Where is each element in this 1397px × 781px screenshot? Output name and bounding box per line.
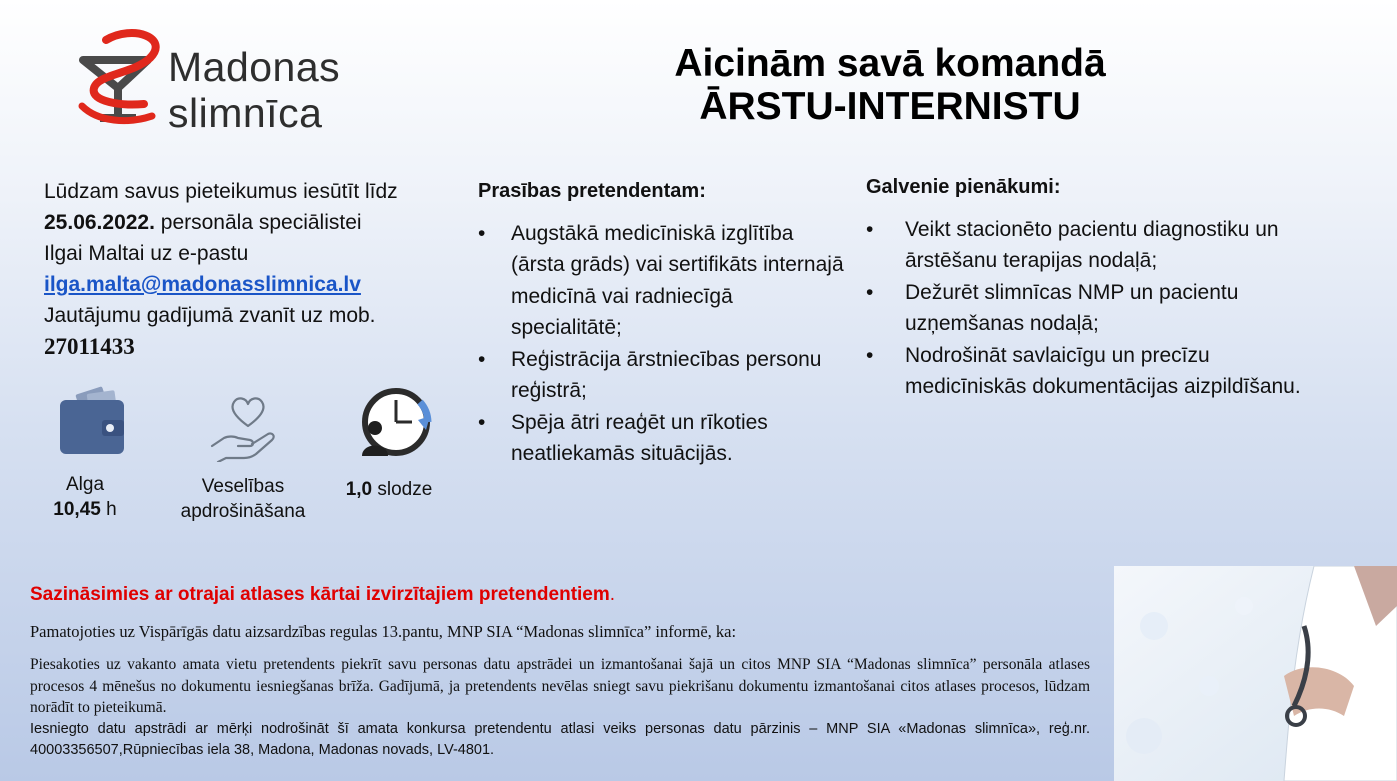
- shortlist-notice: [30, 584, 615, 606]
- gdpr-paragraph-2: Iesniegto datu apstrādi ar mērķi nodrošināt šī amata konkursa pretendentu atlasi veiks personas datu pārzinis – MNP SIA «Madonas slimnīca», reģ.nr. 40003356507,Rūpniecības iela 38, Madona, Madonas novads, LV-4801.: [30, 720, 1090, 758]
- list-item: • Spēja ātri reaģēt un rīkoties neatliekamās situācijās.: [478, 407, 848, 470]
- duties-title: Galvenie pienākumi:: [866, 176, 1061, 198]
- list-item: • Augstākā medicīniskā izglītība (ārsta grāds) vai sertifikāts internajā medicīnā vai radniecīgā specialitātē;: [478, 218, 848, 344]
- logo-mark-icon: [78, 26, 168, 136]
- notice-text: Sazināsimies ar otrajai atlases kārtai izvirzītajiem pretendentiem: [30, 584, 610, 605]
- salary-value-line: [40, 497, 130, 522]
- doctor-photo: [1114, 566, 1397, 781]
- page-title: [560, 42, 1220, 128]
- deadline-date: 25.06.2022.: [44, 211, 155, 234]
- contact-line-4: Jautājumu gadījumā zvanīt uz mob.: [44, 304, 376, 327]
- duties-section: [866, 172, 1306, 403]
- insurance-line-1: Veselības: [201, 476, 285, 497]
- insurance-line-2: apdrošināšana: [180, 501, 306, 522]
- list-item: • Reģistrācija ārstniecības personu reģistrā;: [478, 344, 848, 407]
- salary-value: 10,45: [53, 499, 101, 520]
- workload-value: 1,0: [345, 479, 373, 500]
- salary-unit: h: [100, 499, 117, 520]
- contact-recipient: personāla speciālistei: [154, 211, 362, 234]
- contact-line-1: Lūdzam savus pieteikumus iesūtīt līdz: [44, 180, 398, 203]
- gdpr-intro: Pamatojoties uz Vispārīgās datu aizsardzības regulas 13.pantu, MNP SIA “Madonas slimnīca” informē, ka:: [30, 622, 737, 641]
- clock-person-icon: [358, 386, 436, 460]
- gdpr-body: [30, 654, 1090, 762]
- duties-list: [866, 214, 1306, 403]
- benefit-workload: [334, 477, 444, 502]
- phone-number: 27011433: [44, 334, 135, 359]
- workload-unit: slodze: [372, 479, 433, 500]
- gdpr-paragraph-1: Piesakoties uz vakanto amata vietu pretendents piekrīt savu personas datu apstrādei un izmantošanai šajā un citos MNP SIA “Madonas slimnīca” personāla atlases procesos 4 mēnešus no dokumentu iesniegšanas brīža. Gadījumā, ja pretendents nevēlas sniegt savu piekrišanu dokumentu izmantošanai citos atlases procesos, lūdzam norādīt to pieteikumā.: [30, 656, 1090, 716]
- logo-line-2: slimnīca: [168, 90, 323, 136]
- wallet-icon: [58, 386, 128, 456]
- list-item: • Dežurēt slimnīcas NMP un pacientu uzņemšanas nodaļā;: [866, 277, 1306, 340]
- logo-line-1: Madonas: [168, 44, 341, 90]
- title-line-2: ĀRSTU-INTERNISTU: [699, 85, 1081, 128]
- contact-block: [44, 176, 464, 362]
- requirements-section: [478, 176, 848, 470]
- logo-text: [168, 44, 340, 136]
- email-link[interactable]: ilga.malta@madonasslimnica.lv: [44, 273, 361, 296]
- title-line-1: Aicinām savā komandā: [674, 42, 1106, 85]
- benefit-salary: [40, 472, 130, 522]
- contact-line-3: Ilgai Maltai uz e-pastu: [44, 242, 249, 265]
- requirements-title: Prasības pretendentam:: [478, 180, 706, 202]
- contact-line-2: [44, 207, 464, 238]
- requirements-list: [478, 218, 848, 470]
- benefit-insurance: [168, 474, 318, 524]
- notice-end: .: [609, 584, 616, 605]
- list-item: • Veikt stacionēto pacientu diagnostiku un ārstēšanu terapijas nodaļā;: [866, 214, 1306, 277]
- salary-label: Alga: [65, 474, 105, 495]
- heart-hand-icon: [208, 392, 280, 462]
- list-item: • Nodrošināt savlaicīgu un precīzu medicīniskās dokumentācijas aizpildīšanu.: [866, 340, 1306, 403]
